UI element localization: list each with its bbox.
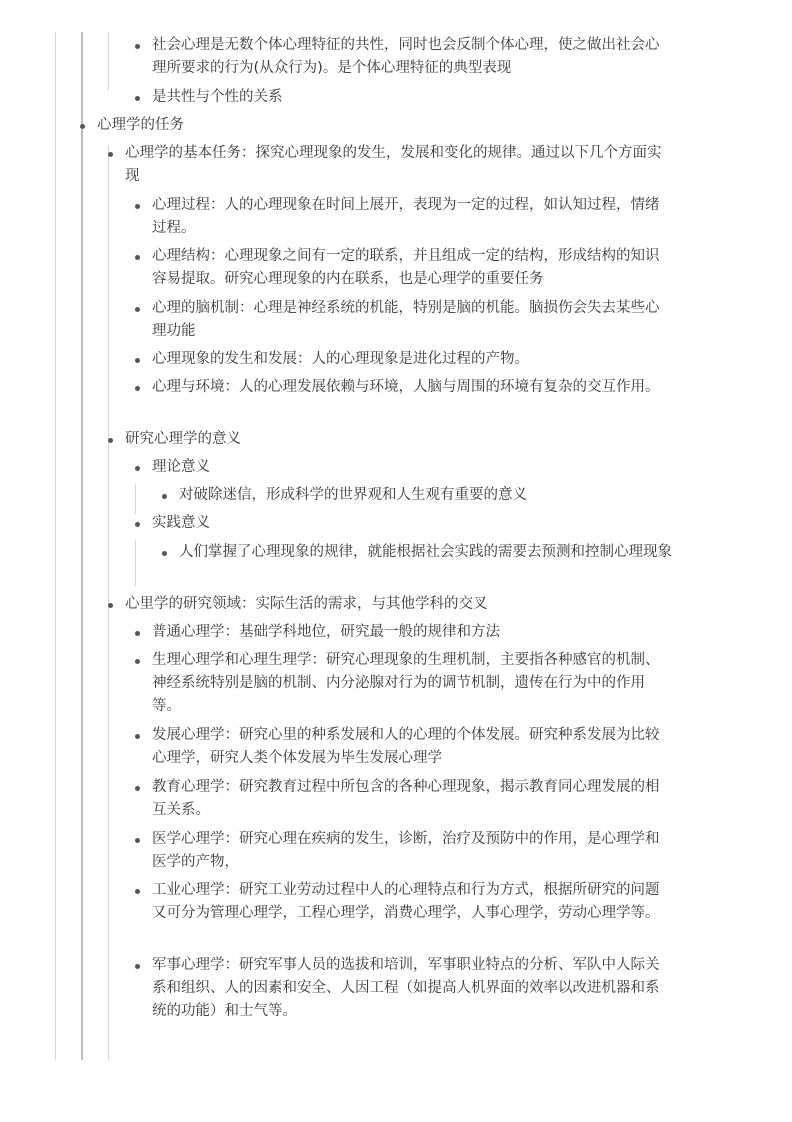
- bullet-dot-icon: [108, 152, 113, 157]
- outline-item: [152, 649, 672, 718]
- outline-item: [125, 593, 675, 616]
- outline-item-text: 研究心理学的意义: [125, 431, 241, 447]
- bullet-dot-icon: [135, 307, 140, 312]
- outline-item-text: 军事心理学：研究军事人员的选拔和培训，军事职业特点的分析、军队中人际关系和组织、人的因素和安全、人因工程（如提高人机界面的效率以改进机器和系统的功能）和士气等。: [152, 957, 660, 1019]
- bullet-dot-icon: [80, 124, 85, 129]
- bullet-dot-icon: [135, 631, 140, 636]
- outline-item-text: 心理与环境：人的心理发展依赖与环境，人脑与周围的环境有复杂的交互作用。: [152, 379, 660, 395]
- bullet-dot-icon: [135, 96, 140, 101]
- outline-item: [152, 297, 672, 343]
- outline-item-text: 心理结构：心理现象之间有一定的联系，并且组成一定的结构，形成结构的知识容易提取。研究心理现象的内在联系，也是心理学的重要任务: [152, 248, 660, 287]
- outline-item-text: 社会心理是无数个体心理特征的共性，同时也会反制个体心理，使之做出社会心理所要求的行为(从众行为)。是个体心理特征的典型表现: [152, 37, 660, 76]
- outline-item: [152, 456, 672, 479]
- bullet-dot-icon: [108, 438, 113, 443]
- outline-item-text: 心理的脑机制：心理是神经系统的机能，特别是脑的机能。脑损伤会失去某些心理功能: [152, 300, 660, 339]
- bullet-dot-icon: [135, 44, 140, 49]
- outline-item: [152, 512, 672, 535]
- bullet-dot-icon: [135, 386, 140, 391]
- bullet-dot-icon: [135, 659, 140, 664]
- bullet-dot-icon: [135, 466, 140, 471]
- outline-item: [152, 724, 672, 770]
- tree-guide-line-level3-a: [135, 484, 136, 514]
- outline-item: [152, 954, 672, 1023]
- bullet-dot-icon: [135, 786, 140, 791]
- outline-item-text: 医学心理学：研究心理在疾病的发生，诊断，治疗及预防中的作用，是心理学和医学的产物，: [152, 831, 660, 870]
- outline-item: [152, 34, 672, 80]
- outline-item: [152, 348, 672, 371]
- tree-guide-line-level3-b: [135, 540, 136, 586]
- outline-item: [152, 245, 672, 291]
- outline-item: [152, 828, 672, 874]
- bullet-dot-icon: [135, 522, 140, 527]
- outline-item: [152, 879, 672, 925]
- bullet-dot-icon: [135, 734, 140, 739]
- outline-item-text: 心理学的任务: [97, 117, 184, 133]
- bullet-dot-icon: [135, 204, 140, 209]
- outline-item-text: 实践意义: [152, 515, 210, 531]
- outline-item-text: 教育心理学：研究教育过程中所包含的各种心理现象，揭示教育同心理发展的相互关系。: [152, 779, 660, 818]
- bullet-dot-icon: [135, 358, 140, 363]
- outline-item: [125, 428, 675, 451]
- bullet-dot-icon: [135, 838, 140, 843]
- outline-item-text: 生理心理学和心理生理学：研究心理现象的生理机制，主要指各种感官的机制、神经系统特别是脑的机制、内分泌腺对行为的调节机制，遗传在行为中的作用等。: [152, 652, 660, 714]
- bullet-dot-icon: [135, 964, 140, 969]
- outline-item: [152, 376, 672, 399]
- outline-item-text: 普通心理学：基础学科地位，研究最一般的规律和方法: [152, 624, 500, 640]
- outline-item-text: 工业心理学：研究工业劳动过程中人的心理特点和行为方式，根据所研究的问题又可分为管理心理学，工程心理学，消费心理学，人事心理学，劳动心理学等。: [152, 882, 660, 921]
- outline-item-text: 心理过程：人的心理现象在时间上展开，表现为一定的过程，如认知过程，情绪过程。: [152, 197, 660, 236]
- tree-guide-line-level1: [81, 32, 83, 1060]
- bullet-dot-icon: [162, 494, 167, 499]
- outline-item-text: 发展心理学：研究心里的种系发展和人的心理的个体发展。研究种系发展为比较心理学，研究人类个体发展为毕生发展心理学: [152, 727, 660, 766]
- outline-item-text: 人们掌握了心理现象的规律，就能根据社会实践的需要去预测和控制心理现象: [179, 544, 672, 560]
- outline-item-text: 心理现象的发生和发展：人的心理现象是进化过程的产物。: [152, 351, 529, 367]
- tree-guide-line-outer: [55, 32, 56, 1060]
- outline-item-text: 对破除迷信，形成科学的世界观和人生观有重要的意义: [179, 487, 527, 503]
- outline-item-text: 心里学的研究领域：实际生活的需求，与其他学科的交叉: [125, 596, 488, 612]
- outline-item: [152, 86, 672, 109]
- bullet-dot-icon: [135, 255, 140, 260]
- outline-item: [152, 621, 672, 644]
- bullet-dot-icon: [135, 889, 140, 894]
- outline-item: [125, 142, 675, 188]
- outline-item: [179, 484, 674, 507]
- outline-item-text: 理论意义: [152, 459, 210, 475]
- outline-item: [179, 541, 674, 564]
- outline-item: [152, 776, 672, 822]
- tree-guide-line-level2-a: [108, 32, 109, 90]
- outline-item: [97, 114, 677, 137]
- bullet-dot-icon: [162, 551, 167, 556]
- bullet-dot-icon: [108, 603, 113, 608]
- outline-item-text: 心理学的基本任务：探究心理现象的发生，发展和变化的规律。通过以下几个方面实现: [125, 145, 662, 184]
- outline-item: [152, 194, 672, 240]
- outline-item-text: 是共性与个性的关系: [152, 89, 283, 105]
